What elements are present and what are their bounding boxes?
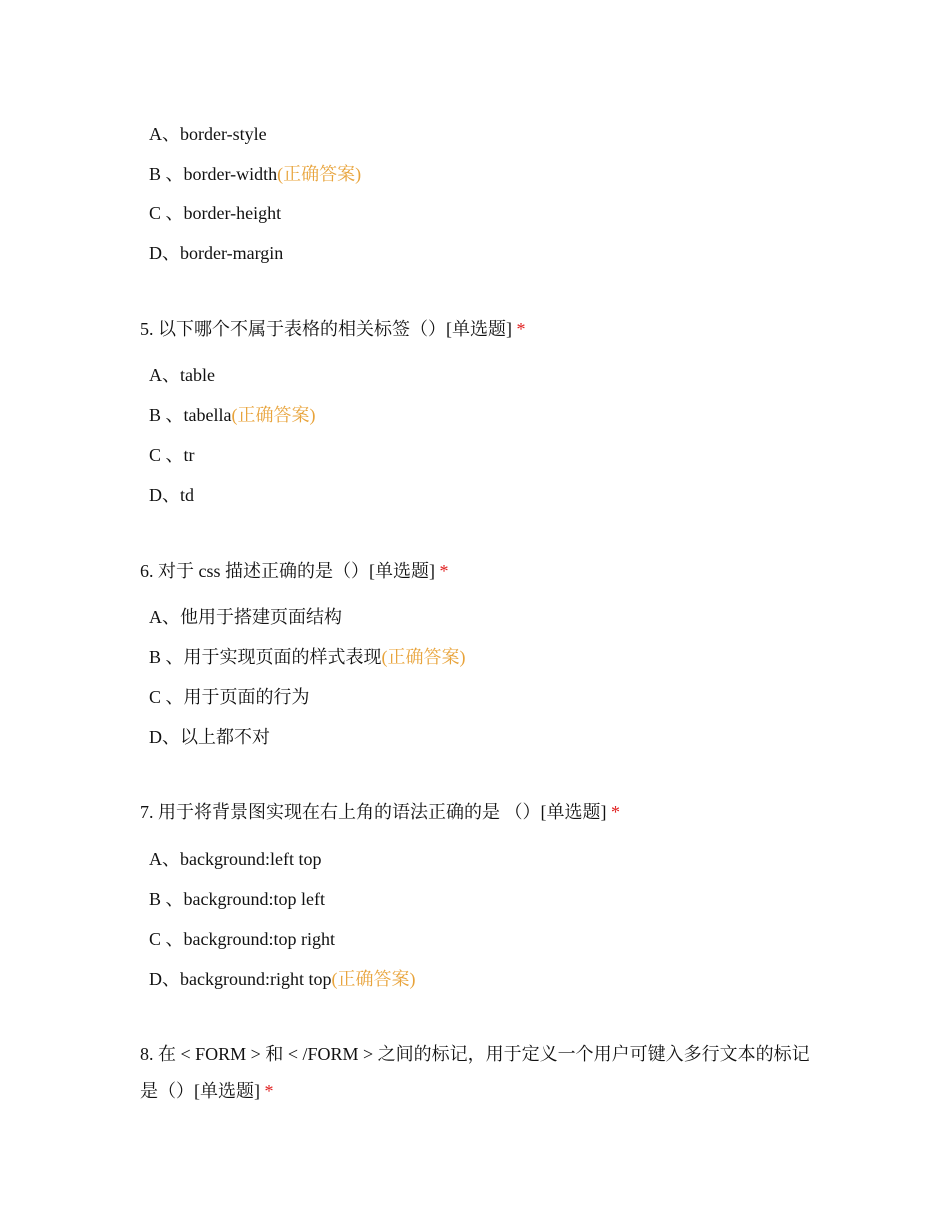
option-prefix: A、 <box>149 365 180 385</box>
required-star: * <box>264 1081 274 1101</box>
option-5a[interactable] <box>149 363 215 387</box>
option-prefix: D、 <box>149 969 180 989</box>
option-text: background:top right <box>183 929 335 949</box>
option-prefix: C 、 <box>149 203 184 223</box>
question-title <box>140 317 526 341</box>
option-prefix: B 、 <box>149 405 184 425</box>
correct-answer-label: (正确答案) <box>231 405 316 425</box>
option-text: border-margin <box>180 243 284 263</box>
question-title-text: 5. 以下哪个不属于表格的相关标签（）[单选题] <box>140 319 512 339</box>
question-title <box>140 800 620 824</box>
option-text: background:right top <box>180 969 332 989</box>
option-text: 用于实现页面的样式表现 <box>183 647 382 667</box>
option-prefix: C 、 <box>149 445 184 465</box>
option-5d[interactable] <box>149 483 194 507</box>
option-prefix: C 、 <box>149 687 184 707</box>
correct-answer-label: (正确答案) <box>381 647 466 667</box>
option-prefix: D、 <box>149 485 180 505</box>
option-text: border-width <box>183 164 278 184</box>
option-7b[interactable] <box>149 887 325 911</box>
option-4c[interactable] <box>149 201 281 225</box>
option-prefix: D、 <box>149 727 180 747</box>
required-star: * <box>516 319 526 339</box>
option-text: border-style <box>180 124 267 144</box>
option-4d[interactable] <box>149 241 283 265</box>
option-text: tabella <box>183 405 232 425</box>
option-prefix: A、 <box>149 124 180 144</box>
option-text: background:left top <box>180 849 322 869</box>
option-5c[interactable] <box>149 443 195 467</box>
option-6c[interactable] <box>149 685 310 709</box>
question-title-text: 8. 在 < FORM > 和 < /FORM > 之间的标记，用于定义一个用户可键入多行文本的标记是（）[单选题] <box>140 1044 810 1101</box>
required-star: * <box>439 561 449 581</box>
option-text: 他用于搭建页面结构 <box>180 607 342 627</box>
required-star: * <box>611 802 620 822</box>
question-title-text: 6. 对于 css 描述正确的是（）[单选题] <box>140 561 435 581</box>
question-title <box>140 559 449 583</box>
option-4b[interactable] <box>149 162 361 186</box>
option-6d[interactable] <box>149 725 270 749</box>
option-4a[interactable] <box>149 122 267 146</box>
option-text: 用于页面的行为 <box>183 687 310 707</box>
option-text: background:top left <box>183 889 325 909</box>
option-6a[interactable] <box>149 605 342 629</box>
correct-answer-label: (正确答案) <box>331 969 416 989</box>
option-6b[interactable] <box>149 645 466 669</box>
option-prefix: A、 <box>149 607 180 627</box>
option-text: border-height <box>183 203 282 223</box>
option-text: tr <box>183 445 195 465</box>
option-prefix: C 、 <box>149 929 184 949</box>
question-title <box>140 1036 820 1110</box>
option-5b[interactable] <box>149 403 316 427</box>
correct-answer-label: (正确答案) <box>277 164 362 184</box>
option-prefix: B 、 <box>149 164 184 184</box>
option-7a[interactable] <box>149 847 321 871</box>
option-prefix: B 、 <box>149 889 184 909</box>
option-7d[interactable] <box>149 967 415 991</box>
option-prefix: A、 <box>149 849 180 869</box>
option-text: table <box>180 365 215 385</box>
option-text: td <box>180 485 195 505</box>
option-prefix: B 、 <box>149 647 184 667</box>
option-7c[interactable] <box>149 927 335 951</box>
option-text: 以上都不对 <box>180 727 270 747</box>
option-prefix: D、 <box>149 243 180 263</box>
question-title-text: 7. 用于将背景图实现在右上角的语法正确的是 （）[单选题] <box>140 802 607 822</box>
